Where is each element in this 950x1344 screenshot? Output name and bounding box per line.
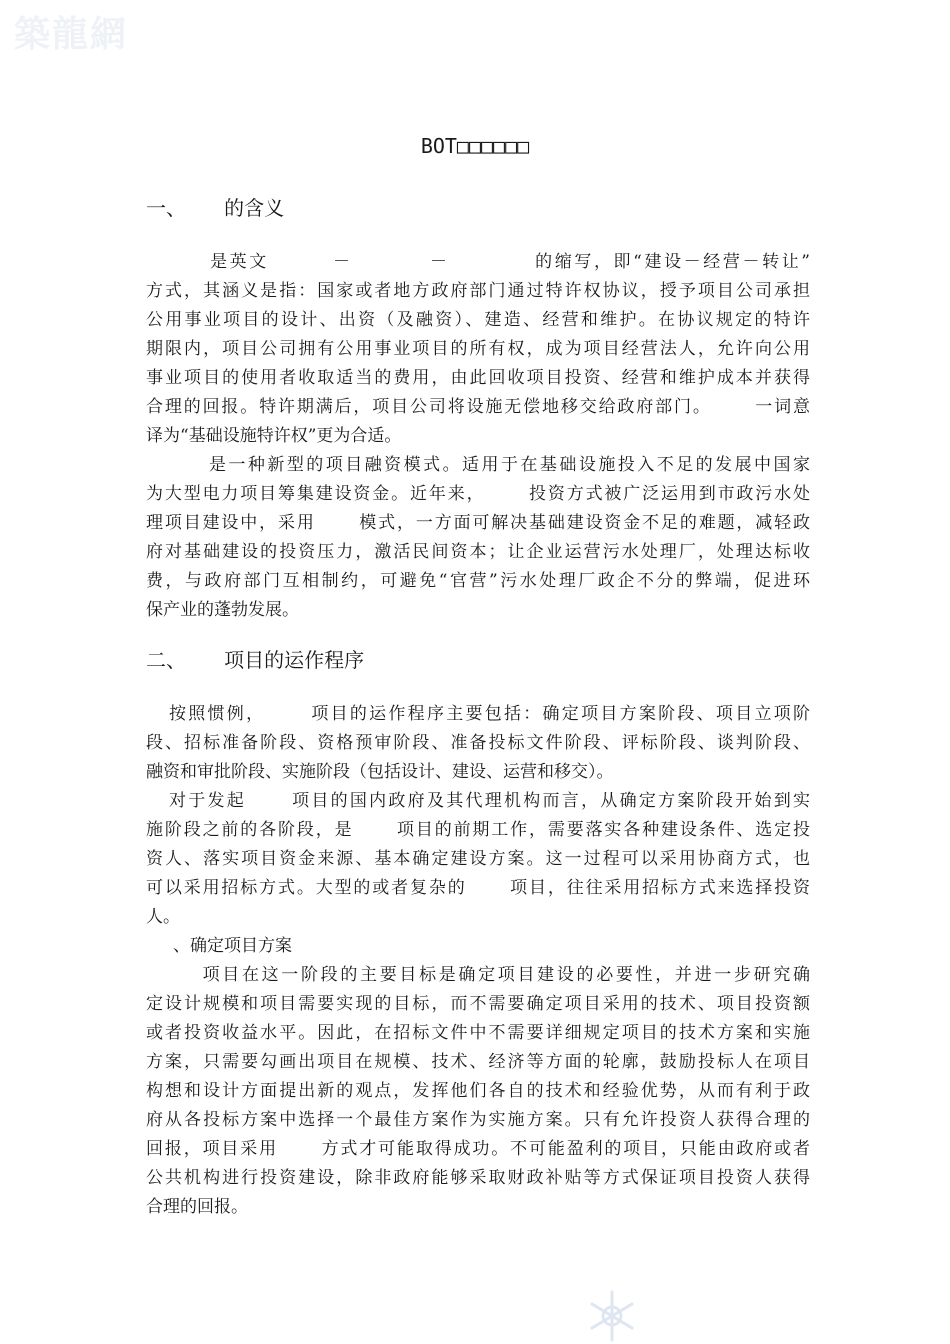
text-line: 段、招标准备阶段、资格预审阶段、准备投标文件阶段、评标阶段、谈判阶段、 [146,733,810,753]
text-line: 回报，项目采用 方式才可能取得成功。不可能盈利的项目，只能由政府或者 [146,1139,810,1159]
text-line: 为大型电力项目筹集建设资金。近年来， 投资方式被广泛运用到市政污水处 [146,484,810,504]
paragraph-project-plan [146,961,810,1222]
text-line: 方案，只需要勾画出项目在规模、技术、经济等方面的轮廓，鼓励投标人在项目 [146,1052,810,1072]
paragraph-preliminary-work [146,787,810,932]
text-line: 可以采用招标方式。大型的或者复杂的 项目，往往采用招标方式来选择投资 [146,878,810,898]
watermark-logo-text: 築龍網 [14,14,129,55]
snowflake-icon [588,1286,636,1344]
subheading-project-plan [146,932,810,961]
document-title: BOT□□□□□□ [420,134,530,158]
text-line: 定设计规模和项目需要实现的目标，而不需要确定项目采用的技术、项目投资额 [146,994,810,1014]
section-heading-1: 一、 的含义 [146,196,285,220]
paragraph-bot-definition [146,248,810,451]
text-line: 费，与政府部门互相制约，可避免“官营”污水处理厂政企不分的弊端，促进环 [146,571,810,591]
text-line: 合理的回报。 [146,1197,248,1217]
subheading-text: 、确定项目方案 [146,936,293,956]
text-line: 事业项目的使用者收取适当的费用，由此回收项目投资、经营和维护成本并获得 [146,368,810,388]
text-line: 按照惯例， 项目的运作程序主要包括：确定项目方案阶段、项目立项阶 [146,704,810,724]
text-line: 方式，其涵义是指：国家或者地方政府部门通过特许权协议，授予项目公司承担 [146,281,810,301]
text-line: 保产业的蓬勃发展。 [146,600,299,620]
text-line: 理项目建设中，采用 模式，一方面可解决基础建设资金不足的难题，减轻政 [146,513,810,533]
text-line: 融资和审批阶段、实施阶段（包括设计、建设、运营和移交）。 [146,762,614,782]
text-line: 期限内，项目公司拥有公用事业项目的所有权，成为项目经营法人，允许向公用 [146,339,810,359]
paragraph-bot-financing [146,451,810,625]
text-line: 是英文 － － 的缩写，即“建设－经营－转让” [146,252,810,272]
text-line: 或者投资收益水平。因此，在招标文件中不需要详细规定项目的技术方案和实施 [146,1023,810,1043]
text-line: 构想和设计方面提出新的观点，发挥他们各自的技术和经验优势，从而有利于政 [146,1081,810,1101]
text-line: 施阶段之前的各阶段，是 项目的前期工作，需要落实各种建设条件、选定投 [146,820,810,840]
text-line: 对于发起 项目的国内政府及其代理机构而言，从确定方案阶段开始到实 [146,791,810,811]
section-heading-2: 二、 项目的运作程序 [146,648,365,672]
text-line: 项目在这一阶段的主要目标是确定项目建设的必要性，并进一步研究确 [146,965,810,985]
text-line: 合理的回报。特许期满后，项目公司将设施无偿地移交给政府部门。 一词意 [146,397,810,417]
text-line: 府从各投标方案中选择一个最佳方案作为实施方案。只有允许投资人获得合理的 [146,1110,810,1130]
text-line: 府对基础建设的投资压力，激活民间资本；让企业运营污水处理厂，处理达标收 [146,542,810,562]
text-line: 译为“基础设施特许权”更为合适。 [146,426,402,446]
paragraph-procedure-overview [146,700,810,787]
text-line: 公用事业项目的设计、出资（及融资）、建造、经营和维护。在协议规定的特许 [146,310,810,330]
text-line: 资人、落实项目资金来源、基本确定建设方案。这一过程可以采用协商方式，也 [146,849,810,869]
text-line: 是一种新型的项目融资模式。适用于在基础设施投入不足的发展中国家 [146,455,810,475]
text-line: 公共机构进行投资建设，除非政府能够采取财政补贴等方式保证项目投资人获得 [146,1168,810,1188]
text-line: 人。 [146,907,180,927]
